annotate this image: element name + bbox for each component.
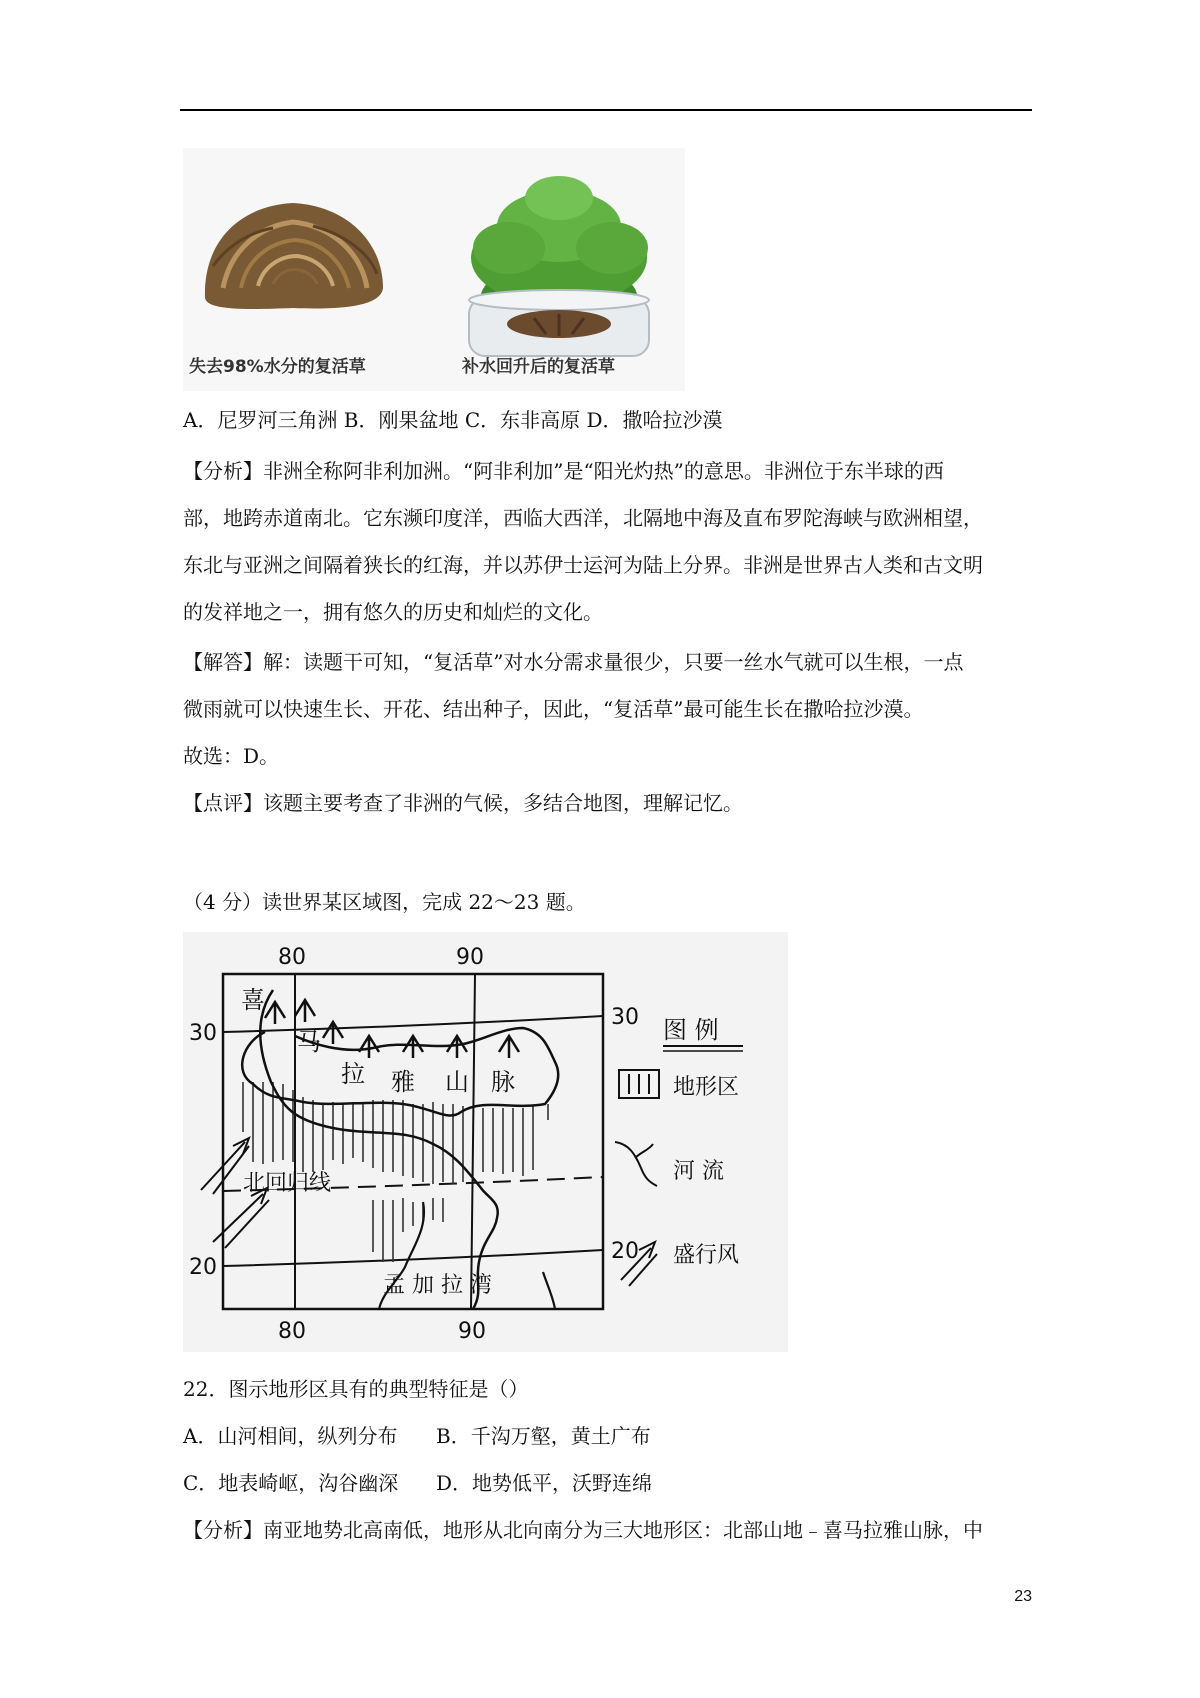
mountain-char-3: 拉 [341,1060,365,1088]
revived-plant-caption: 补水回升后的复活草 [462,357,615,377]
bay-label: 孟 加 拉 湾 [383,1273,492,1298]
q21-analysis-line-2: 部，地跨赤道南北。它东濒印度洋，西临大西洋，北隔地中海及直布罗陀海峡与欧洲相望， [183,506,983,530]
tropic-label: 北回归线 [243,1171,332,1196]
lon-label-80-top: 80 [278,945,306,970]
legend-wind-label: 盛行风 [673,1243,740,1268]
lon-label-90-bottom: 90 [458,1319,486,1344]
lon-label-90-top: 90 [456,945,484,970]
q21-comment: 【点评】该题主要考查了非洲的气候，多结合地图，理解记忆。 [183,791,743,815]
q22-option-a: A．山河相间，纵列分布 [183,1424,398,1448]
dry-plant-photo [183,148,434,391]
q21-answer-line-2: 微雨就可以快速生长、开花、结出种子，因此，“复活草”最可能生长在撒哈拉沙漠。 [183,697,924,721]
wind-arrows [201,1138,269,1248]
legend-title: 图 例 [663,1016,719,1044]
q21-options: A．尼罗河三角洲 B．刚果盆地 C．东非高原 D．撒哈拉沙漠 [183,408,723,432]
mountain-char-5: 山 [445,1068,469,1096]
lat-label-30-right: 30 [611,1005,639,1030]
mountain-char-4: 雅 [391,1068,415,1096]
page-number: 23 [1014,1588,1032,1605]
legend-terrain-label: 地形区 [673,1075,740,1100]
q22-question: 22．图示地形区具有的典型特征是（） [183,1377,529,1401]
section-intro: （4 分）读世界某区域图，完成 22～23 题。 [183,890,586,914]
q22-option-c: C．地表崎岖，沟谷幽深 [183,1471,399,1495]
resurrection-plant-photos [183,148,685,391]
dry-plant-caption: 失去98%水分的复活草 [189,357,366,377]
q21-answer-line-1: 【解答】解：读题干可知，“复活草”对水分需求量很少，只要一丝水气就可以生根，一点 [183,650,964,674]
south-asia-map [183,932,788,1352]
mountain-char-1: 喜 [241,986,265,1014]
parallel-20 [223,1250,603,1266]
q21-analysis-line-3: 东北与亚洲之间隔着狭长的红海，并以苏伊士运河为陆上分界。非洲是世界古人类和古文明 [183,553,983,577]
lat-label-20-left: 20 [189,1255,217,1280]
lat-label-30-left: 30 [189,1021,217,1046]
q21-choice: 故选：D。 [183,744,280,768]
lon-label-80-bottom: 80 [278,1319,306,1344]
revived-plant-photo [434,148,685,391]
coast-line [543,1272,555,1309]
meridian-90 [471,974,475,1309]
legend-river-swatch [615,1142,657,1186]
lat-label-20-right: 20 [611,1239,639,1264]
mountain-char-6: 脉 [491,1068,515,1096]
header-rule [180,109,1032,111]
parallel-30 [223,1016,603,1032]
legend-river-label: 河 流 [673,1159,724,1184]
q22-option-b: B．千沟万壑，黄土广布 [436,1424,651,1448]
q21-analysis-line-1: 【分析】非洲全称阿非利加洲。“阿非利加”是“阳光灼热”的意思。非洲位于东半球的西 [183,459,944,483]
mountain-char-2: 马 [297,1028,321,1056]
region-map [183,932,788,1352]
q22-analysis: 【分析】南亚地势北高南低，地形从北向南分为三大地形区：北部山地﹣喜马拉雅山脉，中 [183,1518,983,1542]
q22-option-d: D．地势低平，沃野连绵 [436,1471,653,1495]
q21-analysis-line-4: 的发祥地之一，拥有悠久的历史和灿烂的文化。 [183,600,603,624]
